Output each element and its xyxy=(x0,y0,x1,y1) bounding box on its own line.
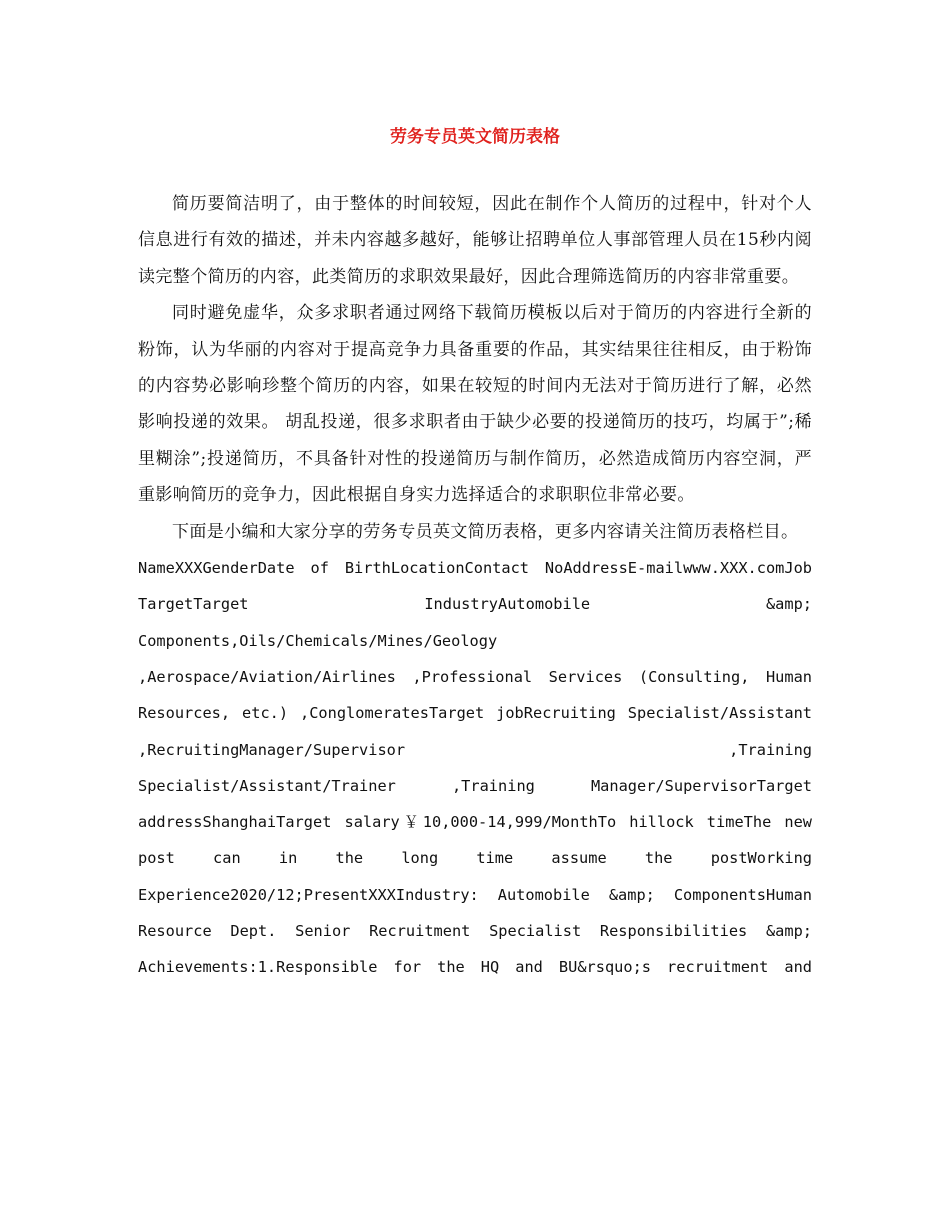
resume-line: NameXXXGenderDate of BirthLocationContact NoAddressE-mailwww.XXX.comJob xyxy=(138,559,812,578)
resume-line: Resource Dept. Senior Recruitment Specialist Responsibilities &amp; xyxy=(138,922,812,941)
document-title: 劳务专员英文简历表格 xyxy=(390,127,560,147)
resume-line: addressShanghaiTarget salary￥10,000-14,999/MonthTo hillock timeThe new xyxy=(138,813,812,832)
resume-line: Components,Oils/Chemicals/Mines/Geology xyxy=(138,631,498,650)
document-body xyxy=(138,186,812,986)
resume-english-text xyxy=(138,550,812,986)
resume-line: ,RecruitingManager/Supervisor ,Training xyxy=(138,740,812,759)
resume-line: TargetTarget IndustryAutomobile &amp; xyxy=(138,595,812,614)
paragraph-intro: 简历要简洁明了，由于整体的时间较短，因此在制作个人简历的过程中，针对个人信息进行有效的描述，并未内容越多越好，能够让招聘单位人事部管理人员在15秒内阅读完整个简历的内容，此类简历的求职效果最好，因此合理筛选简历的内容非常重要。 xyxy=(138,194,812,287)
resume-line: ,Aerospace/Aviation/Airlines ,Professional Services (Consulting, Human xyxy=(138,667,812,686)
resume-line: Experience2020/12;PresentXXXIndustry: Automobile &amp; ComponentsHuman xyxy=(138,885,812,904)
resume-line: Achievements:1.Responsible for the HQ and BU&rsquo;s recruitment and xyxy=(138,958,812,977)
paragraph-advice: 同时避免虚华，众多求职者通过网络下载简历模板以后对于简历的内容进行全新的粉饰，认为华丽的内容对于提高竞争力具备重要的作品，其实结果往往相反，由于粉饰的内容势必影响珍整个简历的内容，如果在较短的时间内无法对于简历进行了解，必然影响投递的效果。 胡乱投递，很多求职者由于缺少必要的投递简历的技巧，均属于”;稀里糊涂”;投递简历，不具备针对性的投递简历与制作简历，必然造成简历内容空洞，严重影响简历的竞争力，因此根据自身实力选择适合的求职职位非常必要。 xyxy=(138,303,812,506)
resume-line: Resources, etc.) ,ConglomeratesTarget jobRecruiting Specialist/Assistant xyxy=(138,704,812,723)
paragraph-share: 下面是小编和大家分享的劳务专员英文简历表格，更多内容请关注简历表格栏目。 xyxy=(172,521,799,542)
resume-line: Specialist/Assistant/Trainer ,Training Manager/SupervisorTarget xyxy=(138,776,812,795)
resume-line: post can in the long time assume the postWorking xyxy=(138,849,812,868)
